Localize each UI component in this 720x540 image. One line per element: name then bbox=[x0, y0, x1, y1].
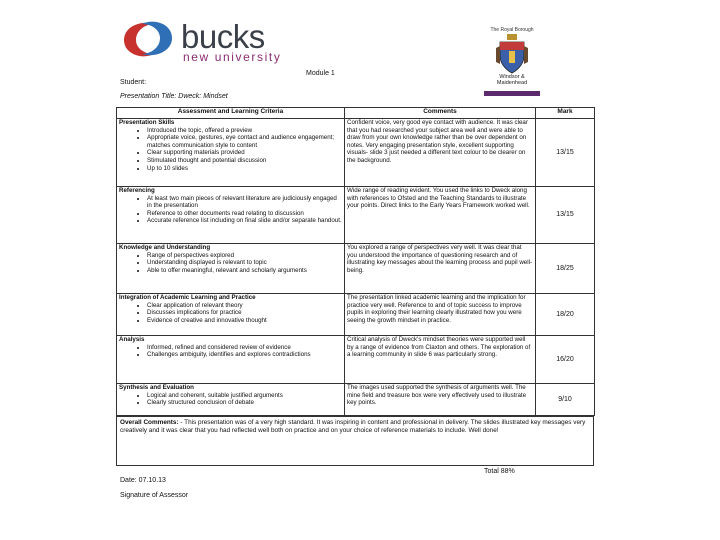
presentation-title: Presentation Title: Dweck: Mindset bbox=[120, 93, 228, 100]
criteria-list bbox=[119, 344, 342, 359]
list-item: • Reference to other documents read relating to discussion bbox=[147, 210, 342, 218]
table-row bbox=[117, 244, 595, 294]
section-title: Referencing bbox=[119, 187, 155, 194]
mark-cell: 13/15 bbox=[536, 187, 595, 244]
overall-text: - This presentation was of a very high standard. It was inspiring in content and professional in delivery. The slides illustrated key messages very creatively and it was clear that you had reflected well both on practice and on your choice of reference materials to include. Well done! bbox=[120, 419, 586, 434]
list-item: • Introduced the topic, offered a preview bbox=[147, 127, 342, 135]
crest-name-line2: Maidenhead bbox=[496, 80, 528, 87]
table-row bbox=[117, 384, 595, 416]
list-item: • Able to offer meaningful, relevant and scholarly arguments bbox=[147, 267, 342, 275]
bucks-logo-icon bbox=[120, 18, 176, 60]
criteria-list bbox=[119, 392, 342, 407]
comment-cell: Wide range of reading evident. You used the links to Dweck along with references to Ofsted and the Teaching Standards to illustrate your points. Direct links to the Early Years Framework worked well. bbox=[345, 187, 536, 244]
crest-icon bbox=[496, 34, 528, 74]
list-item: • Challenges ambiguity, identifies and explores contradictions bbox=[147, 351, 342, 359]
comment-cell: Critical analysis of Dweck's mindset theories were supported well by a range of evidence from Claxton and others. The exploration of a learning community in slide 6 was particularly strong. bbox=[345, 336, 536, 384]
crest-name bbox=[486, 74, 538, 87]
criteria-list bbox=[119, 195, 342, 225]
comment-cell: The images used supported the synthesis of arguments well. The mine field and treasure box were very effectively used to illustrate key points. bbox=[345, 384, 536, 416]
crest-caption: The Royal Borough bbox=[490, 27, 534, 33]
list-item: • Clearly structured conclusion of debate bbox=[147, 399, 342, 407]
module-label: Module 1 bbox=[306, 70, 335, 77]
list-item: • Accurate reference list including on final slide and/or separate handout. bbox=[147, 217, 342, 225]
criteria-cell bbox=[117, 244, 345, 294]
criteria-cell bbox=[117, 384, 345, 416]
comment-cell: You explored a range of perspectives very well. It was clear that you understood the importance of questioning research and of illustrating key messages about the learning process and pupil well-being. bbox=[345, 244, 536, 294]
list-item: • At least two main pieces of relevant literature are judiciously engaged in the presentation bbox=[147, 195, 342, 210]
date-label: Date: 07.10.13 bbox=[120, 477, 166, 484]
criteria-list bbox=[119, 127, 342, 173]
crest-name-line1: Windsor & bbox=[499, 74, 525, 80]
section-title: Integration of Academic Learning and Practice bbox=[119, 294, 256, 301]
section-title: Synthesis and Evaluation bbox=[119, 384, 194, 391]
comment-cell: The presentation linked academic learning and the implication for practice very well. Reference to and of topic success to improve pupils in exploring their learning clearly illustrated how you were seeing the growth mindset in practice. bbox=[345, 294, 536, 336]
header-criteria: Assessment and Learning Criteria bbox=[117, 108, 345, 119]
list-item: • Clear supporting materials provided bbox=[147, 149, 342, 157]
list-item: • Clear application of relevant theory bbox=[147, 302, 342, 310]
criteria-cell bbox=[117, 187, 345, 244]
mark-cell: 18/20 bbox=[536, 294, 595, 336]
list-item: • Evidence of creative and innovative thought bbox=[147, 317, 342, 325]
table-row bbox=[117, 187, 595, 244]
assessment-table bbox=[116, 107, 595, 416]
total-score: Total 88% bbox=[484, 468, 515, 475]
list-item: • Up to 10 slides bbox=[147, 165, 342, 173]
signature-label: Signature of Assessor bbox=[120, 492, 189, 499]
criteria-cell bbox=[117, 294, 345, 336]
list-item: • Appropriate voice, gestures, eye contact and audience engagement; matches communication style to content bbox=[147, 134, 342, 149]
mark-cell: 9/10 bbox=[536, 384, 595, 416]
list-item: • Logical and coherent, suitable justified arguments bbox=[147, 392, 342, 400]
brand-subtitle: new university bbox=[183, 50, 282, 64]
mark-cell: 13/15 bbox=[536, 119, 595, 187]
criteria-list bbox=[119, 302, 342, 325]
criteria-list bbox=[119, 252, 342, 275]
header-mark: Mark bbox=[536, 108, 595, 119]
brand-name: bucks bbox=[181, 18, 265, 55]
list-item: • Understanding displayed is relevant to topic bbox=[147, 259, 342, 267]
table-header-row bbox=[117, 108, 595, 119]
header-comments: Comments bbox=[345, 108, 536, 119]
mark-cell: 18/25 bbox=[536, 244, 595, 294]
section-title: Presentation Skills bbox=[119, 119, 175, 126]
criteria-cell bbox=[117, 336, 345, 384]
crest-bar bbox=[484, 91, 540, 96]
section-title: Knowledge and Understanding bbox=[119, 244, 211, 251]
overall-label: Overall Comments: bbox=[120, 419, 179, 426]
list-item: • Informed, refined and considered review of evidence bbox=[147, 344, 342, 352]
table-row bbox=[117, 294, 595, 336]
comment-cell: Confident voice, very good eye contact with audience. It was clear that you had researched your subject area well and were able to draw from your own knowledge rather than be over dependent on notes. Very engaging presentation style, excellent supporting visuals- slide 3 just needed a different text colour to be clearer on the background. bbox=[345, 119, 536, 187]
mark-cell: 16/20 bbox=[536, 336, 595, 384]
list-item: • Discusses implications for practice bbox=[147, 309, 342, 317]
list-item: • Range of perspectives explored bbox=[147, 252, 342, 260]
student-label: Student: bbox=[120, 79, 147, 86]
criteria-cell bbox=[117, 119, 345, 187]
section-title: Analysis bbox=[119, 336, 145, 343]
list-item: • Stimulated thought and potential discussion bbox=[147, 157, 342, 165]
table-row bbox=[117, 336, 595, 384]
overall-comments bbox=[116, 416, 594, 466]
table-row bbox=[117, 119, 595, 187]
